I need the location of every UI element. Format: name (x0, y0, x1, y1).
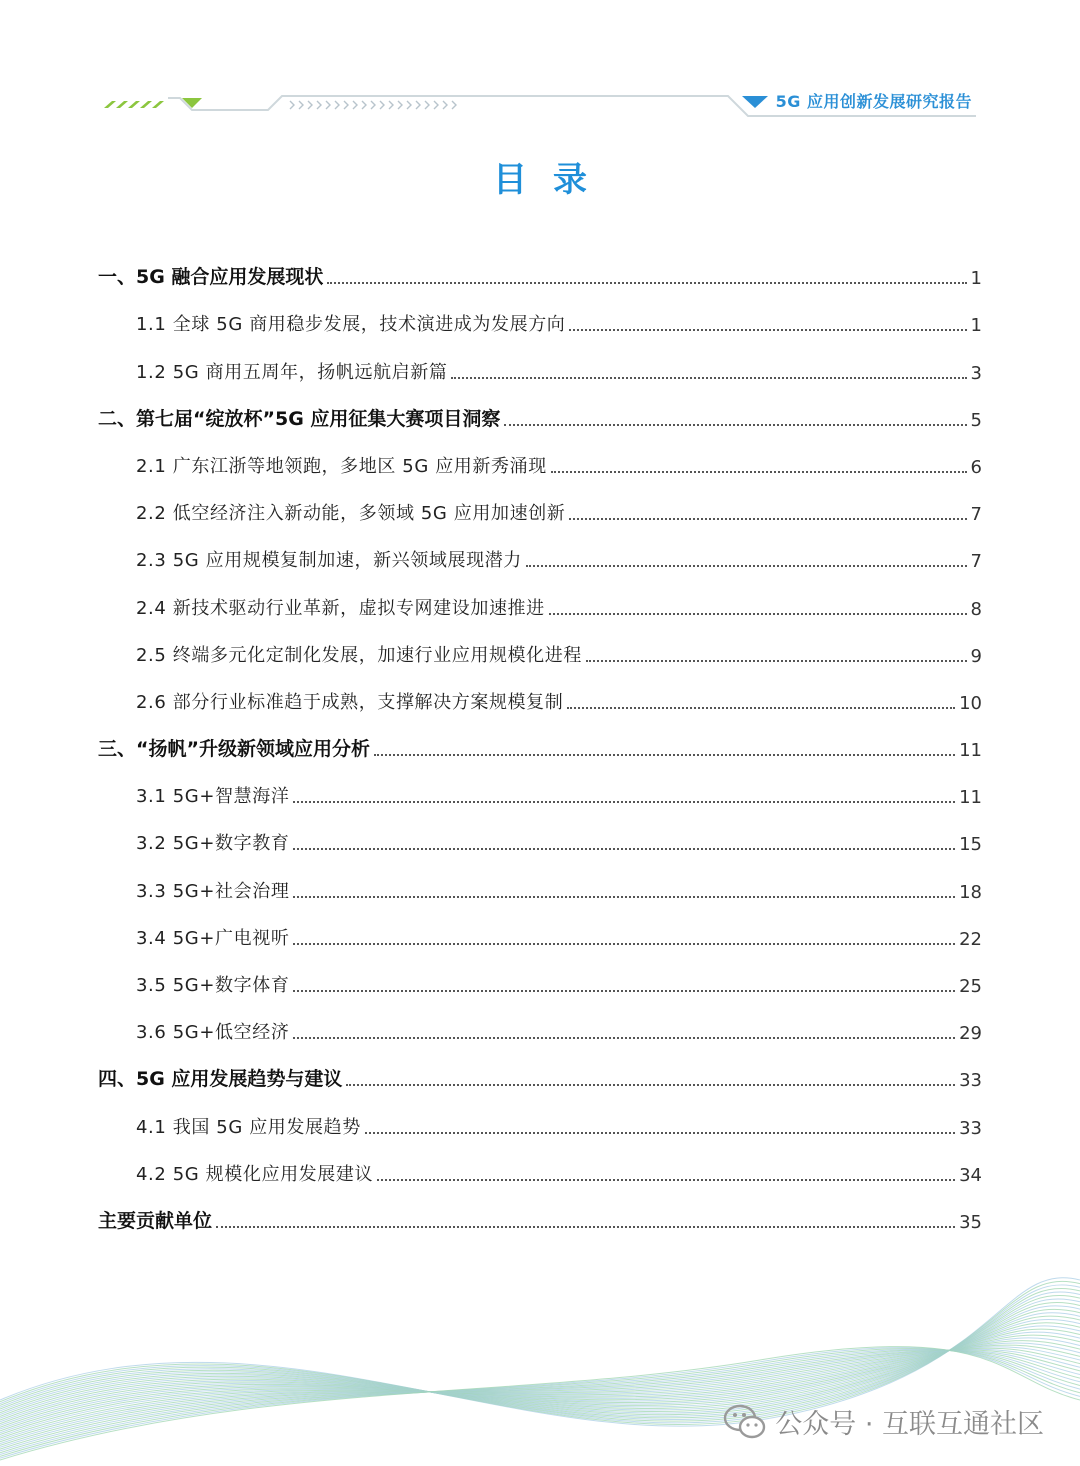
toc-entry[interactable] (98, 346, 982, 393)
dot-leader (365, 1132, 955, 1134)
toc-entry-page: 11 (959, 740, 982, 762)
toc-entry-page: 29 (959, 1023, 982, 1045)
toc-entry[interactable] (98, 771, 982, 818)
dot-leader (451, 377, 966, 379)
toc-entry-label: 1.2 5G 商用五周年，扬帆远航启新篇 (136, 361, 448, 383)
toc-entry[interactable] (98, 1101, 982, 1148)
toc-entry[interactable] (98, 488, 982, 535)
dot-leader (327, 282, 966, 284)
blue-triangle-marker (742, 96, 768, 108)
toc-entry-page: 6 (970, 456, 982, 478)
toc-entry-page: 15 (959, 834, 982, 856)
toc-entry-page: 5 (970, 409, 982, 431)
toc-entry-label: 3.3 5G+社会治理 (136, 880, 290, 902)
toc-entry-page: 34 (959, 1164, 982, 1186)
toc-entry-label: 2.1 广东江浙等地领跑，多地区 5G 应用新秀涌现 (136, 455, 547, 477)
toc-entry-label: 3.5 5G+数字体育 (136, 975, 290, 996)
toc-entry-page: 35 (959, 1211, 982, 1233)
toc-entry-page: 11 (959, 787, 982, 809)
toc-entry[interactable] (98, 1149, 982, 1196)
toc-entry[interactable] (98, 677, 982, 724)
toc-entry-label: 2.4 新技术驱动行业革新，虚拟专网建设加速推进 (136, 597, 545, 619)
table-of-contents (98, 252, 982, 1243)
toc-entry[interactable] (98, 299, 982, 346)
toc-entry[interactable] (98, 394, 982, 441)
toc-entry-label: 一、5G 融合应用发展现状 (98, 266, 324, 289)
toc-entry-label: 1.1 全球 5G 商用稳步发展，技术演进成为发展方向 (136, 314, 566, 336)
toc-entry[interactable] (98, 1196, 982, 1243)
toc-entry[interactable] (98, 865, 982, 912)
dot-leader (569, 329, 966, 331)
toc-entry-label: 2.2 低空经济注入新动能，多领域 5G 应用加速创新 (136, 503, 566, 525)
toc-entry[interactable] (98, 441, 982, 488)
toc-entry-page: 3 (970, 362, 982, 384)
toc-entry-page: 8 (970, 598, 982, 620)
watermark (723, 1402, 1044, 1441)
dot-leader (374, 754, 955, 756)
toc-entry-page: 1 (970, 268, 982, 290)
dot-leader (504, 424, 966, 426)
toc-entry[interactable] (98, 818, 982, 865)
toc-entry-page: 22 (959, 928, 982, 950)
toc-entry[interactable] (98, 960, 982, 1007)
toc-entry-label: 3.6 5G+低空经济 (136, 1022, 290, 1044)
dot-leader (526, 565, 967, 567)
toc-entry-label: 三、“扬帆”升级新领域应用分析 (98, 738, 370, 761)
wechat-icon (723, 1403, 767, 1441)
toc-entry-page: 10 (959, 692, 982, 714)
toc-entry[interactable] (98, 630, 982, 677)
toc-entry[interactable] (98, 582, 982, 629)
dot-leader (377, 1179, 955, 1181)
chevron-row (290, 101, 456, 109)
toc-entry-page: 1 (970, 315, 982, 337)
dot-leader (293, 801, 955, 803)
toc-entry-label: 3.1 5G+智慧海洋 (136, 786, 290, 808)
toc-entry[interactable] (98, 913, 982, 960)
toc-entry-page: 33 (959, 1117, 982, 1139)
dot-leader (569, 518, 966, 520)
dot-leader (293, 943, 955, 945)
toc-heading: 目录 (493, 160, 613, 200)
dot-leader (293, 1037, 955, 1039)
toc-entry-page: 9 (970, 645, 982, 667)
toc-entry[interactable] (98, 1007, 982, 1054)
toc-entry-label: 3.4 5G+广电视听 (136, 927, 290, 949)
toc-entry-label: 二、第七届“绽放杯”5G 应用征集大赛项目洞察 (98, 407, 501, 430)
dot-leader (551, 471, 967, 473)
dot-leader (346, 1084, 955, 1086)
dot-leader (293, 990, 955, 992)
toc-entry-label: 2.5 终端多元化定制化发展，加速行业应用规模化进程 (136, 644, 582, 666)
dot-leader (293, 896, 955, 898)
toc-entry[interactable] (98, 1054, 982, 1101)
toc-entry-label: 主要贡献单位 (98, 1209, 213, 1232)
toc-entry-label: 2.6 部分行业标准趋于成熟，支撑解决方案规模复制 (136, 691, 564, 713)
toc-entry-page: 33 (959, 1070, 982, 1092)
toc-entry-page: 25 (959, 976, 982, 997)
dot-leader (586, 660, 967, 662)
report-title: 5G 应用创新发展研究报告 (775, 92, 972, 111)
toc-entry-label: 4.2 5G 规模化应用发展建议 (136, 1163, 374, 1185)
dot-leader (293, 848, 955, 850)
header-decoration (0, 0, 1080, 140)
dot-leader (549, 613, 967, 615)
dot-leader (216, 1226, 955, 1228)
toc-entry-label: 4.1 我国 5G 应用发展趋势 (136, 1116, 361, 1138)
toc-entry-label: 四、5G 应用发展趋势与建议 (98, 1068, 343, 1091)
toc-entry[interactable] (98, 535, 982, 582)
dot-leader (567, 707, 955, 709)
toc-entry-label: 2.3 5G 应用规模复制加速，新兴领域展现潜力 (136, 550, 522, 572)
toc-entry-page: 18 (959, 881, 982, 903)
toc-entry-label: 3.2 5G+数字教育 (136, 833, 290, 855)
watermark-text: 公众号 · 互联互通社区 (775, 1409, 1044, 1440)
toc-entry-page: 7 (970, 504, 982, 526)
toc-entry[interactable] (98, 252, 982, 299)
toc-entry-page: 7 (970, 551, 982, 573)
toc-entry[interactable] (98, 724, 982, 771)
